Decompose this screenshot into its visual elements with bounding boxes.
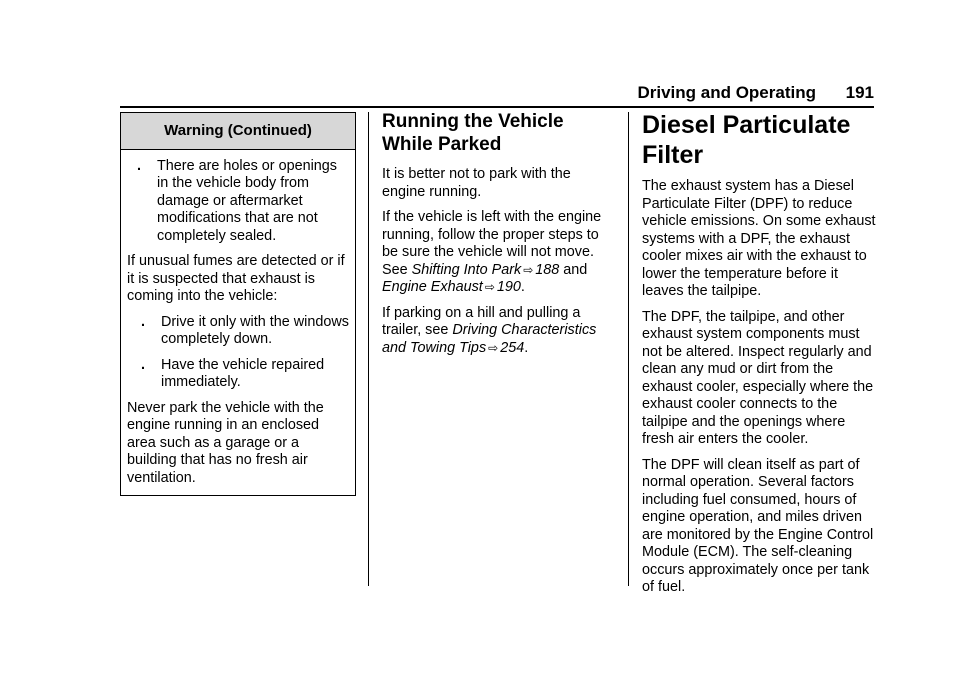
paragraph-text: If the vehicle is left with the engine running, follow the proper steps to be sure the vehicle will not move. See: [382, 209, 602, 278]
punctuation: .: [524, 339, 529, 356]
section-heading: Running the Vehicle While Parked: [382, 111, 564, 155]
bullet-mark: .: [141, 313, 145, 330]
paragraph: [382, 305, 606, 358]
paragraph: The DPF, the tailpipe, and other exhaust system components must not be altered. Inspect regularly and clean any mud or dirt from the exhaust cooler, especially where the exhaust cooler connects to the tailpipe and the openings where fresh air enters the cooler.: [642, 308, 874, 447]
column-divider: [368, 112, 369, 586]
section-title: Driving and Operating: [637, 83, 816, 102]
paragraph: It is better not to park with the engine running.: [382, 166, 571, 200]
cross-reference-link[interactable]: Driving Characteristics and Towing Tips: [382, 322, 597, 356]
list-item: [127, 357, 349, 392]
warning-title: Warning (Continued): [121, 113, 355, 150]
column-right: [642, 110, 876, 605]
warning-box: [120, 112, 356, 496]
page-number: 191: [845, 83, 874, 102]
paragraph: The exhaust system has a Diesel Particulate Filter (DPF) to reduce vehicle emissions. On some exhaust systems with a DPF, the exhaust cooler mixes air with the exhaust to lower the temperature before it leaves the tailpipe.: [642, 178, 876, 299]
warning-paragraph: If unusual fumes are detected or if it is suspected that exhaust is coming into the vehicle:: [127, 253, 345, 304]
main-heading: Diesel Particulate Filter: [642, 111, 851, 169]
list-item: [127, 158, 349, 246]
bullet-text: There are holes or openings in the vehicle body from damage or aftermarket modifications that are not completely sealed.: [157, 157, 337, 244]
paragraph-text: and: [563, 261, 588, 278]
bullet-text: Drive it only with the windows completely down.: [161, 313, 349, 347]
cross-reference-page[interactable]: 190: [496, 279, 521, 295]
column-left: [120, 112, 356, 496]
column-middle: [382, 110, 606, 365]
page-header: [120, 80, 874, 108]
paragraph: [382, 209, 606, 297]
paragraph: The DPF will clean itself as part of normal operation. Several factors including fuel consumed, hours of engine operation, and miles driven are monitored by the Engine Control Module (ECM). The self-cleaning occurs approximately once per tank of fuel.: [642, 456, 874, 595]
reference-arrow-icon: ⇨: [488, 340, 499, 355]
punctuation: .: [520, 279, 525, 295]
list-item: [127, 314, 349, 349]
bullet-mark: .: [141, 356, 145, 373]
warning-paragraph: Never park the vehicle with the engine running in an enclosed area such as a garage or a building that has no fresh air ventilation.: [127, 399, 324, 486]
bullet-text: Have the vehicle repaired immediately.: [161, 356, 325, 390]
warning-body: [121, 150, 355, 496]
paragraph-text: If parking on a hill and pulling a trailer, see: [382, 304, 581, 338]
cross-reference-link[interactable]: Shifting Into Park: [411, 261, 522, 278]
cross-reference-page[interactable]: 254: [500, 339, 525, 356]
column-divider: [628, 112, 629, 586]
cross-reference-link[interactable]: Engine Exhaust: [382, 279, 483, 295]
reference-arrow-icon: ⇨: [523, 262, 534, 277]
reference-arrow-icon: ⇨: [484, 280, 495, 294]
bullet-mark: .: [137, 157, 141, 174]
cross-reference-page[interactable]: 188: [535, 261, 560, 278]
